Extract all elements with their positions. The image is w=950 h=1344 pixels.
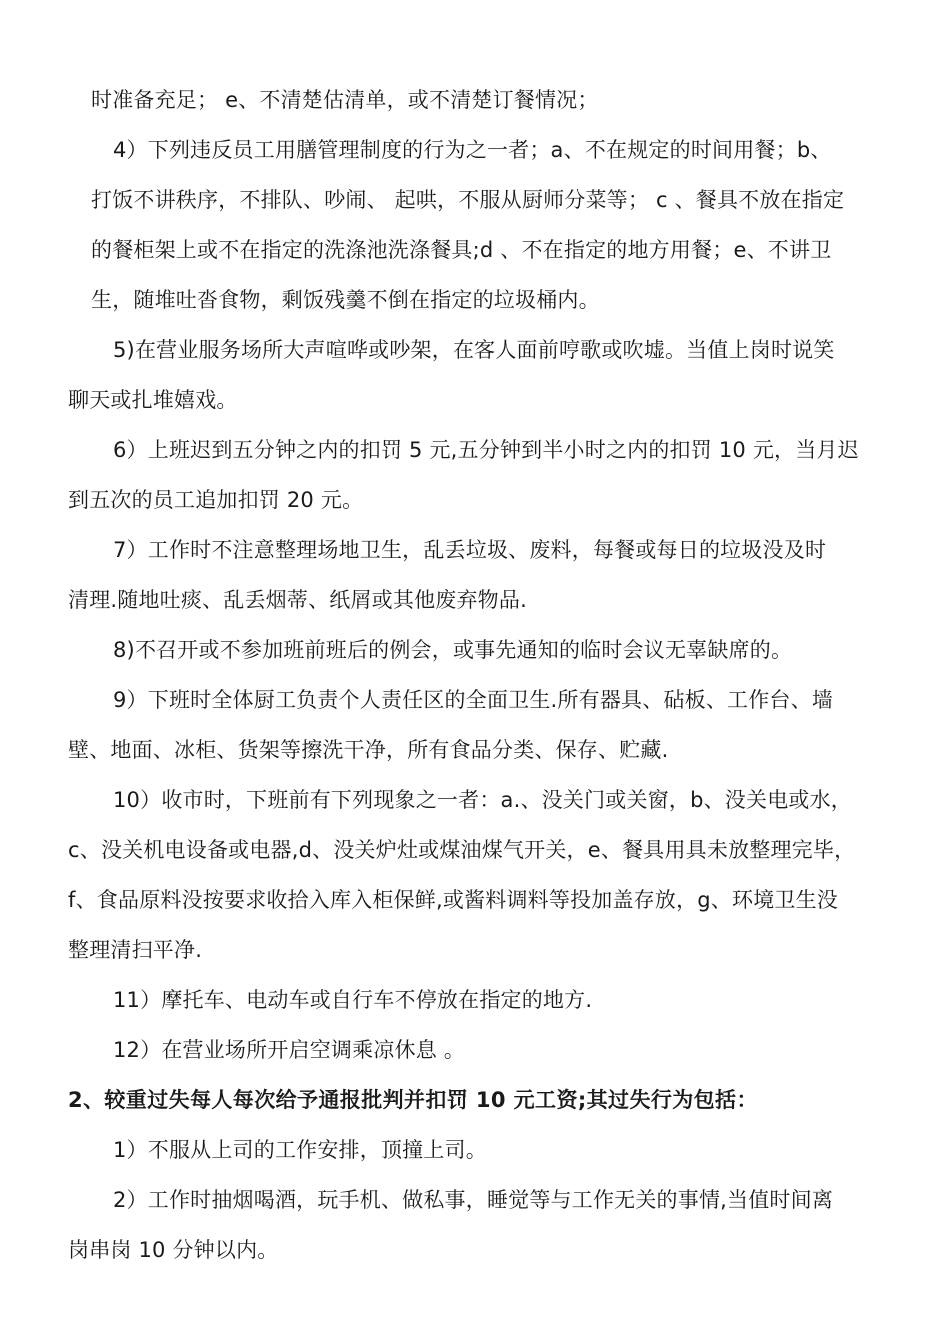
text-line: 5)在营业服务场所大声喧哗或吵架，在客人面前哼歌或吹墟。当值上岗时说笑 [113,338,835,362]
text-line: f、食品原料没按要求收拾入库入柜保鲜,或酱料调料等投加盖存放，g、环境卫生没 [68,888,838,912]
section-heading: 2、较重过失每人每次给予通报批判并扣罚 10 元工资;其过失行为包括： [68,1088,758,1112]
text-line: 2）工作时抽烟喝酒，玩手机、做私事，睡觉等与工作无关的事情,当值时间离 [113,1188,834,1212]
text-line: 8)不召开或不参加班前班后的例会，或事先通知的临时会议无辜缺席的。 [113,638,793,662]
text-line: 6）上班迟到五分钟之内的扣罚 5 元,五分钟到半小时之内的扣罚 10 元，当月迟 [113,438,859,462]
text-line: 聊天或扎堆嬉戏。 [68,388,238,412]
text-line: 9）下班时全体厨工负责个人责任区的全面卫生.所有器具、砧板、工作台、墙 [113,688,834,712]
text-line: 清理.随地吐痰、乱丢烟蒂、纸屑或其他废弃物品. [68,588,527,612]
text-line: 4）下列违反员工用膳管理制度的行为之一者；a、不在规定的时间用餐；b、 [113,138,832,162]
text-line: 生，随堆吐沓食物，剩饭残羹不倒在指定的垃圾桶内。 [91,288,600,312]
text-line: 整理清扫平净. [68,938,203,962]
text-line: 11）摩托车、电动车或自行车不停放在指定的地方. [113,988,593,1012]
text-line: 壁、地面、冰柜、货架等擦洗干净，所有食品分类、保存、贮藏. [68,738,669,762]
text-line: 的餐柜架上或不在指定的洗涤池洗涤餐具;d 、不在指定的地方用餐；e、不讲卫 [91,238,832,262]
text-line: 7）工作时不注意整理场地卫生，乱丢垃圾、废料，每餐或每日的垃圾没及时 [113,538,827,562]
text-line: 岗串岗 10 分钟以内。 [68,1238,279,1262]
text-line: 打饭不讲秩序，不排队、吵闹、 起哄，不服从厨师分菜等； c 、餐具不放在指定 [91,188,845,212]
text-line: 到五次的员工追加扣罚 20 元。 [68,488,364,512]
text-line: 12）在营业场所开启空调乘凉休息 。 [113,1038,465,1062]
text-line: 1）不服从上司的工作安排，顶撞上司。 [113,1138,487,1162]
text-line: 10）收市时，下班前有下列现象之一者：a.、没关门或关窗，b、没关电或水， [113,788,852,812]
text-line: 时准备充足； e、不清楚估清单，或不清楚订餐情况； [91,88,599,112]
text-line: c、没关机电设备或电器,d、没关炉灶或煤油煤气开关，e、餐具用具未放整理完毕， [68,838,856,862]
